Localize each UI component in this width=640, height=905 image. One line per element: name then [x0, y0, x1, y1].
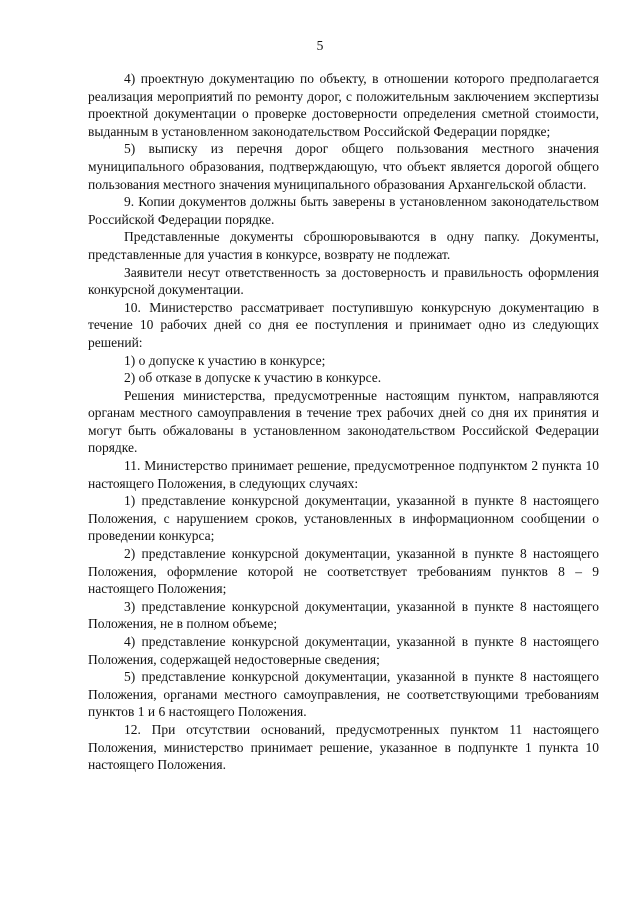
paragraph-refusal-case-5: 5) представление конкурсной документации, указанной в пункте 8 настоящего Положения, органами местного самоуправления, не соответствующими требованиям пунктов 1 и 6 настоящего Положения.	[88, 669, 599, 720]
page-number: 5	[316, 38, 324, 53]
paragraph-refusal-case-3: 3) представление конкурсной документации, указанной в пункте 8 настоящего Положения, не в полном объеме;	[88, 598, 599, 632]
paragraph-documents-folder: Представленные документы сброшюровываются в одну папку. Документы, представленные для участия в конкурсе, возврату не подлежат.	[88, 229, 599, 262]
paragraph-decisions-notification: Решения министерства, предусмотренные настоящим пунктом, направляются органам местного самоуправления в течение трех рабочих дней со дня их принятия и могут быть обжалованы в установленном законодательством Российской Федерации порядке.	[88, 387, 599, 456]
paragraph-clause-11: 11. Министерство принимает решение, предусмотренное подпунктом 2 пункта 10 настоящего Положения, в следующих случаях:	[88, 458, 599, 491]
paragraph-decision-admit: 1) о допуске к участию в конкурсе;	[124, 352, 326, 368]
paragraph-refusal-case-2: 2) представление конкурсной документации, указанной в пункте 8 настоящего Положения, оформление которой не соответствует требованиям пунктов 8 – 9 настоящего Положения;	[88, 546, 599, 597]
paragraph-refusal-case-1: 1) представление конкурсной документации, указанной в пункте 8 настоящего Положения, с нарушением сроков, установленных в информационном сообщении о проведении конкурса;	[88, 493, 599, 544]
paragraph-item-5-road-list-extract: 5) выписку из перечня дорог общего пользования местного значения муниципального образования, подтверждающую, что объект является дорогой общего пользования местного значения муниципального образования Архангельской области.	[88, 141, 599, 192]
document-body	[88, 70, 599, 774]
paragraph-clause-10: 10. Министерство рассматривает поступившую конкурсную документацию в течение 10 рабочих дней со дня ее поступления и принимает одно из следующих решений:	[88, 299, 599, 350]
paragraph-decision-refuse: 2) об отказе в допуске к участию в конкурсе.	[124, 370, 382, 386]
paragraph-applicant-responsibility: Заявители несут ответственность за достоверность и правильность оформления конкурсной документации.	[88, 264, 599, 298]
paragraph-clause-9: 9. Копии документов должны быть заверены в установленном законодательством Российской Федерации порядке.	[88, 194, 599, 227]
paragraph-refusal-case-4: 4) представление конкурсной документации, указанной в пункте 8 настоящего Положения, содержащей недостоверные сведения;	[88, 634, 599, 667]
paragraph-clause-12: 12. При отсутствии оснований, предусмотренных пунктом 11 настоящего Положения, министерство принимает решение, указанное в подпункте 1 пункта 10 настоящего Положения.	[88, 721, 599, 773]
paragraph-item-4-project-docs: 4) проектную документацию по объекту, в отношении которого предполагается реализация мероприятий по ремонту дорог, с положительным заключением экспертизы проектной документации о проверке достоверности определения сметной стоимости, выданным в установленном законодательством Российской Федерации порядке;	[88, 71, 599, 139]
